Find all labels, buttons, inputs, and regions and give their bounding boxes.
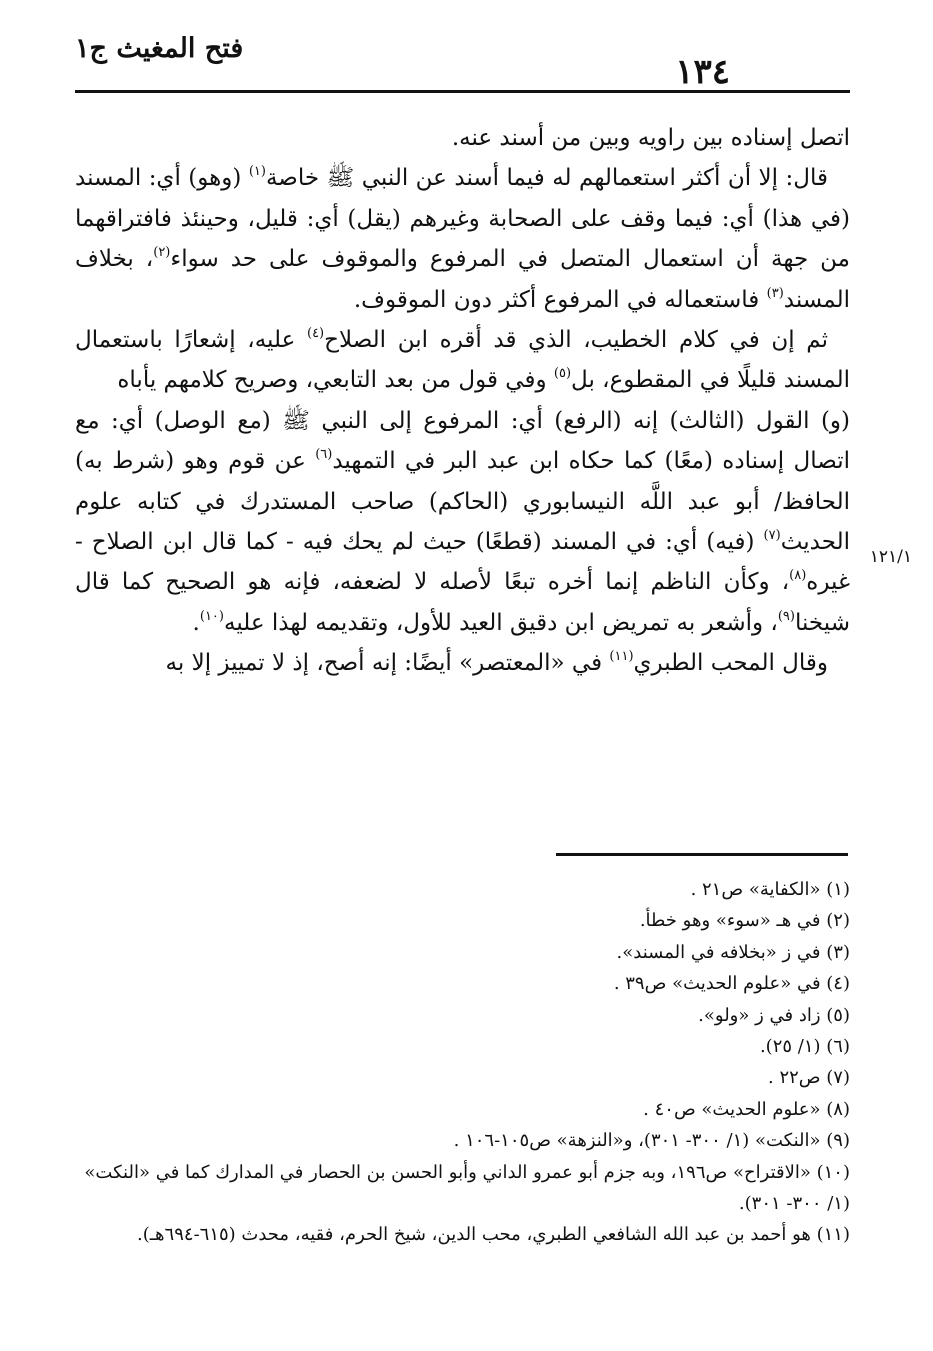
text-run: (وهو) أي: المسند (في هذا) أي: فيما وقف على الصحابة وغيرهم (يقل) أي: قليل، وحينئذ فافتراقهما من جهة أن استعمال المتصل في المرفوع والموقوف على حد سواء	[75, 165, 850, 273]
footnote-marker: (٨)	[789, 568, 807, 584]
footnote-item: (١) «الكفاية» ص٢١ .	[690, 879, 850, 900]
text-run: عن قوم وهو (شرط به) الحافظ/ أبو عبد اللَّه النيسابوري (الحاكم) صاحب المستدرك في كتابه علوم الحديث	[75, 448, 850, 556]
margin-manuscript-reference: ١٢١/١	[869, 547, 912, 567]
text-run: (فيه) أي: في المسند (قطعًا) حيث لم يحك فيه - كما قال ابن الصلاح - غيره	[75, 529, 850, 596]
footnote-marker: (١١)	[609, 649, 634, 665]
paragraph-2	[75, 158, 850, 320]
footnote-item: (٢) في هـ «سوء» وهو خطأ.	[639, 910, 850, 932]
text-run: .	[192, 609, 200, 636]
footnote-item: (٤) في «علوم الحديث» ص٣٩ .	[613, 973, 850, 995]
text-run: (و) القول (الثالث) إنه (الرفع) أي: المرفوع إلى النبي ﷺ (مع الوصل) أي: مع اتصال إسناده (معًا) كما حكاه ابن عبد البر في التمهيد	[75, 407, 850, 475]
paragraph-3	[75, 320, 850, 401]
text-run: وفي قول من بعد التابعي، وصريح كلامهم يأباه	[117, 367, 554, 394]
footnote-marker: (٧)	[763, 528, 781, 544]
footnote-item: (١٠) «الاقتراح» ص١٩٦، وبه جزم أبو عمرو الداني وأبو الحسن بن الحصار في المدارك كما في «النكت» (١/ ٣٠٠- ٣٠١).	[84, 1161, 850, 1215]
paragraph-1: اتصل إسناده بين راويه وبين من أسند عنه.	[451, 125, 850, 151]
text-run: وقال المحب الطبري	[633, 650, 828, 677]
footnote-marker: (٦)	[315, 447, 333, 463]
footnote-item: (٨) «علوم الحديث» ص٤٠ .	[643, 1098, 850, 1120]
footnote-item: (٧) ص٢٢ .	[767, 1067, 850, 1089]
text-run: ، وأشعر به تمريض ابن دقيق العيد للأول، وتقديمه لهذا عليه	[223, 609, 778, 636]
footnote-marker: (٥)	[553, 366, 572, 382]
footnotes	[75, 874, 850, 1251]
footnote-item: (٥) زاد في ز «ولو».	[698, 1004, 850, 1026]
page-number: ١٣٤	[675, 52, 730, 92]
footnote-item: (٩) «النكت» (١/ ٣٠٠- ٣٠١)، و«النزهة» ص١٠٥-١٠٦ .	[453, 1130, 850, 1152]
text-run: عليه، إشعارًا باستعمال المسند قليلًا في المقطوع، بل	[75, 327, 850, 394]
text-run: ثم إن في كلام الخطيب، الذي قد أقره ابن الصلاح	[324, 327, 828, 354]
text-run: ، بخلاف المسند	[75, 246, 850, 313]
footnote-marker: (١٠)	[199, 608, 224, 624]
footnote-separator	[556, 853, 848, 856]
footnote-marker: (٩)	[777, 608, 795, 624]
header-rule	[75, 90, 850, 93]
paragraph-5	[75, 643, 850, 683]
page-header	[75, 30, 850, 96]
text-run: فاستعماله في المرفوع أكثر دون الموقوف.	[353, 286, 767, 313]
paragraph-4	[75, 401, 850, 643]
footnote-marker: (٣)	[766, 285, 784, 301]
text-run: ، وكأن الناظم إنما أخره تبعًا لأصله لا لضعفه، فإنه هو الصحيح كما قال شيخنا	[75, 569, 850, 636]
footnote-marker: (٤)	[306, 326, 325, 342]
main-text	[75, 118, 850, 684]
book-title: فتح المغيث ج١	[75, 33, 244, 64]
footnote-item: (٦) (١/ ٢٥).	[759, 1036, 850, 1058]
text-run: قال: إلا أن أكثر استعمالهم له فيما أسند عن النبي ﷺ خاصة	[265, 165, 828, 192]
footnote-item: (١١) هو أحمد بن عبد الله الشافعي الطبري، محب الدين، شيخ الحرم، فقيه، محدث (٦١٥-٦٩٤هـ).	[137, 1224, 850, 1246]
footnote-item: (٣) في ز «بخلافه في المسند».	[616, 941, 850, 963]
footnote-marker: (٢)	[153, 245, 171, 261]
footnote-marker: (١)	[248, 164, 266, 180]
text-run: في «المعتصر» أيضًا: إنه أصح، إذ لا تمييز إلا به	[165, 650, 610, 677]
